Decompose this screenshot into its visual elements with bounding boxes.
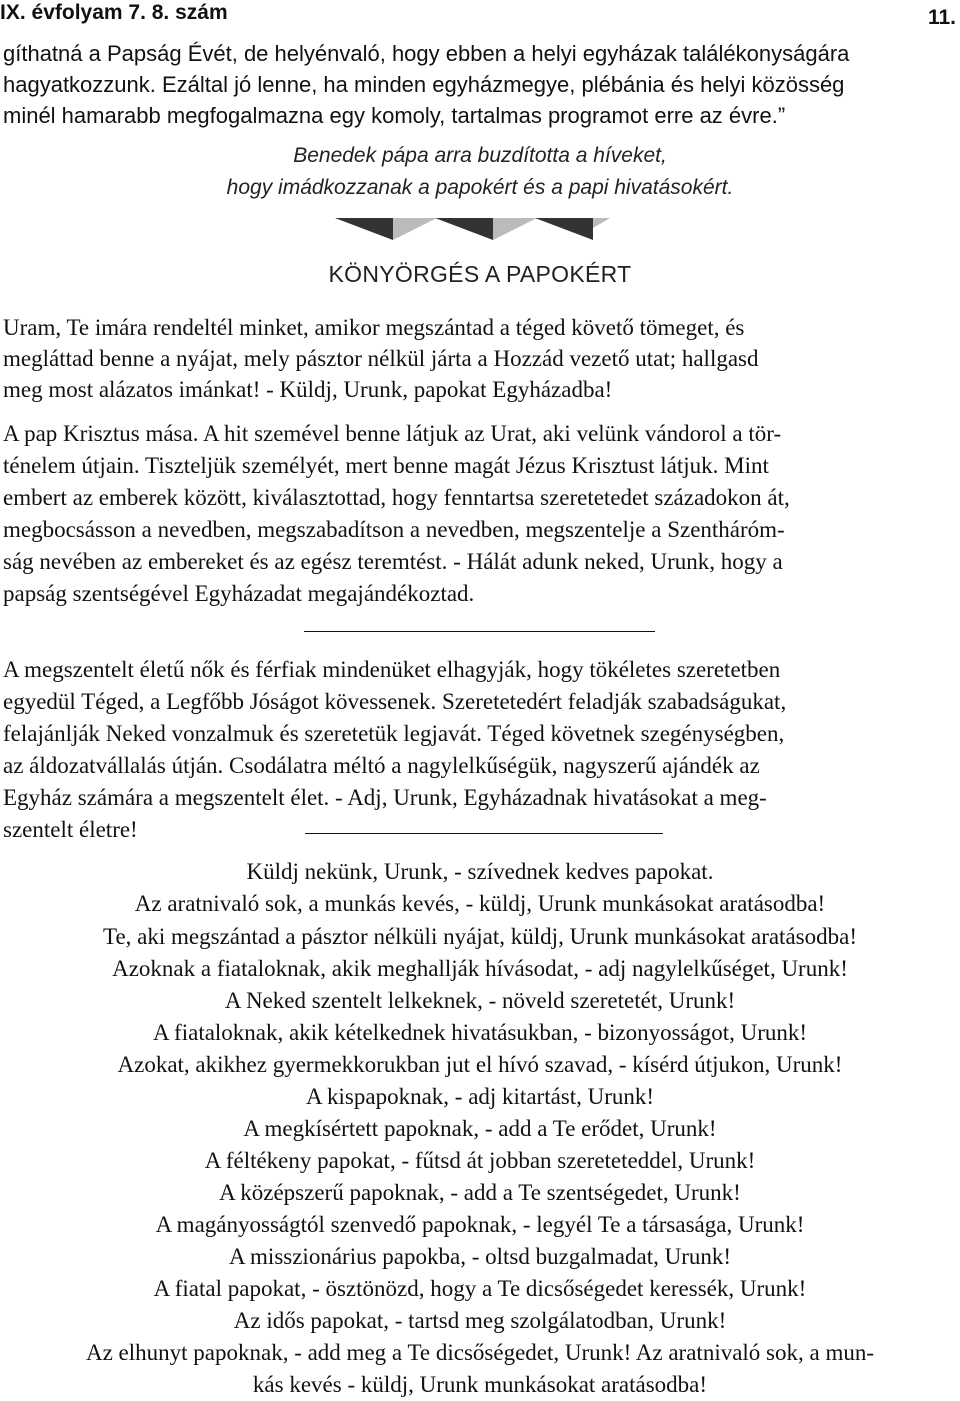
- litany-line: A Neked szentelt lelkeknek, - növeld szeretetét, Urunk!: [224, 988, 736, 1013]
- para1-line: Uram, Te imára rendeltél minket, amikor megszántad a téged követő tömeget, és: [3, 315, 745, 340]
- prayer-title: KÖNYÖRGÉS A PAPOKÉRT: [328, 261, 632, 287]
- litany-line: A fiatal papokat, - ösztönözd, hogy a Te dicsőségedet keressék, Urunk!: [153, 1276, 807, 1301]
- para3-line: Egyház számára a megszentelt élet. - Adj, Urunk, Egyházadnak hivatásokat a meg-: [3, 785, 767, 810]
- para1-line: megláttad benne a nyájat, mely pásztor nélkül járta a Hozzád vezető utat; hallgasd: [3, 346, 759, 371]
- issue-header: IX. évfolyam 7. 8. szám: [0, 1, 228, 24]
- intro-line: gíthatná a Papság Évét, de helyénvaló, hogy ebben a helyi egyházak találékonyságára: [3, 41, 850, 66]
- litany-line: kás kevés - küldj, Urunk munkásokat aratásodba!: [252, 1372, 708, 1397]
- ornament-dark-triangle: [435, 218, 493, 240]
- para2-line: megbocsásson a nevedben, megszabadítson a nevedben, megszentelje a Szentháróm-: [3, 517, 785, 542]
- triangle-ornament: [335, 214, 610, 244]
- litany-line: Az idős papokat, - tartsd meg szolgálatodban, Urunk!: [233, 1308, 727, 1333]
- para3-line: az áldozatvállalás útján. Csodálatra méltó a nagylelkűségük, nagyszerű ajándék az: [3, 753, 760, 778]
- ornament-light-triangle: [593, 218, 610, 228]
- litany-line: A középszerű papoknak, - add a Te szentségedet, Urunk!: [219, 1180, 741, 1205]
- para3-line: felajánlják Neked vonzalmuk és szeretetük legjavát. Téged követnek szegénységben,: [3, 721, 785, 746]
- ornament-light-triangle: [493, 218, 537, 240]
- litany-line: A féltékeny papokat, - fűtsd át jobban szereteteddel, Urunk!: [204, 1148, 756, 1173]
- litany-line: Azoknak a fiataloknak, akik meghallják hívásodat, - adj nagylelkűséget, Urunk!: [112, 956, 848, 981]
- italic-note-line: hogy imádkozzanak a papokért és a papi hivatásokért.: [226, 176, 734, 199]
- ornament-light-triangle: [393, 218, 437, 240]
- para3-line: A megszentelt életű nők és férfiak mindenüket elhagyják, hogy tökéletes szeretetben: [3, 657, 781, 682]
- separator-rule: [305, 833, 663, 834]
- litany-line: A megkísértett papoknak, - add a Te erődet, Urunk!: [243, 1116, 717, 1141]
- litany-line: Az aratnivaló sok, a munkás kevés, - küldj, Urunk munkásokat aratásodba!: [134, 891, 826, 916]
- intro-line: minél hamarabb megfogalmazna egy komoly, tartalmas programot erre az évre.”: [3, 103, 786, 128]
- italic-note-line: Benedek pápa arra buzdította a híveket,: [293, 144, 667, 167]
- ornament-dark-triangle: [335, 218, 393, 240]
- litany-line: Az elhunyt papoknak, - add meg a Te dicsőségedet, Urunk! Az aratnivaló sok, a mun-: [85, 1340, 875, 1365]
- litany-line: A fiataloknak, akik kételkednek hivatásukban, - bizonyosságot, Urunk!: [152, 1020, 808, 1045]
- litany-line: A magányosságtól szenvedő papoknak, - legyél Te a társasága, Urunk!: [155, 1212, 805, 1237]
- para3-line: egyedül Téged, a Legfőbb Jóságot kövessenek. Szeretetedért feladják szabadságukat,: [3, 689, 787, 714]
- litany-line: A kispapoknak, - adj kitartást, Urunk!: [305, 1084, 655, 1109]
- page-number: 11.: [927, 6, 956, 29]
- para2-line: embert az emberek között, kiválasztottad, hogy fenntartsa szeretetedet századokon át,: [3, 485, 790, 510]
- separator-rule: [304, 631, 655, 632]
- para2-line: ság nevében az embereket és az egész teremtést. - Hálát adunk neked, Urunk, hogy a: [3, 549, 783, 574]
- para2-line: ténelem útjain. Tiszteljük személyét, mert benne magát Jézus Krisztust látjuk. Mint: [3, 453, 769, 478]
- para2-line: papság szentségével Egyházadat megajándékoztad.: [3, 581, 475, 606]
- litany-line: Te, aki megszántad a pásztor nélküli nyájat, küldj, Urunk munkásokat aratásodba!: [103, 924, 857, 949]
- intro-line: hagyatkozzunk. Ezáltal jó lenne, ha minden egyházmegye, plébánia és helyi közösség: [3, 72, 845, 97]
- para2-line: A pap Krisztus mása. A hit szemével benne látjuk az Urat, aki velünk vándorol a tör-: [3, 421, 782, 446]
- litany-line: A misszionárius papokba, - oltsd buzgalmadat, Urunk!: [228, 1244, 732, 1269]
- para3-line: szentelt életre!: [3, 817, 138, 842]
- ornament-dark-triangle: [535, 218, 593, 240]
- litany-line: Azokat, akikhez gyermekkorukban jut el hívó szavad, - kísérd útjukon, Urunk!: [117, 1052, 843, 1077]
- litany-line: Küldj nekünk, Urunk, - szívednek kedves papokat.: [246, 859, 714, 884]
- para1-line: meg most alázatos imánkat! - Küldj, Urunk, papokat Egyházadba!: [3, 377, 613, 402]
